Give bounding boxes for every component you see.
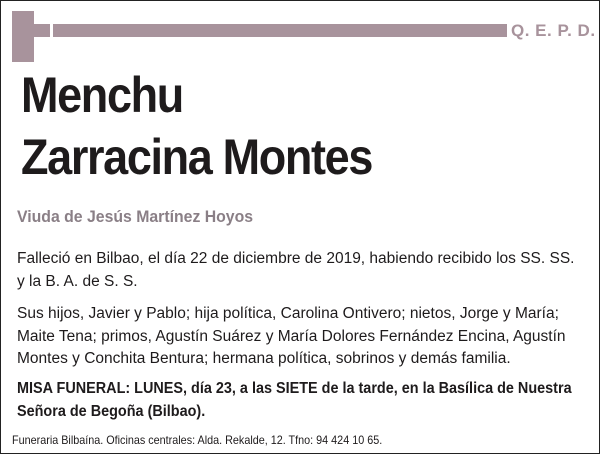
text-line: Señora de Begoña (Bilbao). [17,402,206,420]
funeral-mass-paragraph [17,378,572,423]
cross-icon-arm [12,24,50,37]
deceased-first-name: Menchu [21,67,183,123]
text-line: Sus hijos, Javier y Pablo; hija política, Carolina Ontivero; nietos, Jorge y María; [17,305,559,322]
text-line: y la B. A. de S. S. [17,272,138,290]
death-paragraph [17,248,575,293]
header-rule [53,24,507,37]
text-line: Maite Tena; primos, Agustín Suárez y María Dolores Fernández Encina, Agustín [17,327,566,345]
deceased-surnames: Zarracina Montes [21,129,373,185]
text-line: MISA FUNERAL: LUNES, día 23, a las SIETE de la tarde, en la Basílica de Nuestra [17,380,572,397]
text-line: Falleció en Bilbao, el día 22 de diciembre de 2019, habiendo recibido los SS. SS. [17,250,575,267]
text-line: Montes y Conchita Bentura; hermana política, sobrinos y demás familia. [17,350,511,367]
widow-subtitle: Viuda de Jesús Martínez Hoyos [17,207,254,226]
family-paragraph [17,303,566,371]
qepd-label: Q. E. P. D. [511,21,596,40]
funeral-home-footer: Funeraria Bilbaína. Oficinas centrales: Alda. Rekalde, 12. Tfno: 94 424 10 65. [12,433,383,447]
